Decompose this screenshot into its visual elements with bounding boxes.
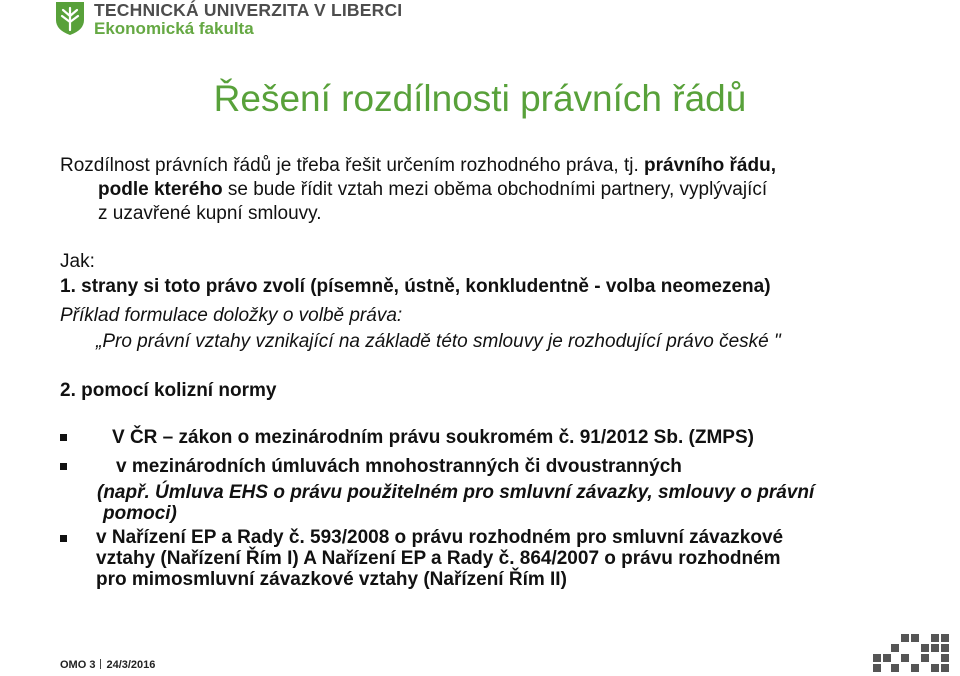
footer-separator xyxy=(100,659,101,669)
intro-line-2 xyxy=(98,179,767,201)
example-clause: „Pro právní vztahy vznikající na základě této smlouvy je rozhodující právo české " xyxy=(96,331,781,352)
intro-line-1 xyxy=(60,155,776,177)
bullet-2-line-2: (např. Úmluva EHS o právu použitelném pro smluvní závazky, smlouvy o právní xyxy=(97,482,815,503)
intro-line-3: z uzavřené kupní smlouvy. xyxy=(98,203,322,224)
bullet-3-line-2: vztahy (Nařízení Řím I) A Nařízení EP a Rady č. 864/2007 o právu rozhodném xyxy=(96,548,781,569)
bullet-2-line-3: pomoci) xyxy=(103,503,177,524)
method-2-heading: 2. pomocí kolizní normy xyxy=(60,380,277,401)
example-label: Příklad formulace doložky o volbě práva: xyxy=(60,305,403,326)
bullet-3-line-1: v Nařízení EP a Rady č. 593/2008 o právu rozhodném pro smluvní závazkové xyxy=(96,527,784,548)
bullet-3-line-3: pro mimosmluvní závazkové vztahy (Nařízení Řím II) xyxy=(96,569,567,590)
intro-line-1-bold: právního řádu, xyxy=(644,155,776,176)
footer-date: 24/3/2016 xyxy=(106,659,156,671)
bullet-marker xyxy=(60,535,67,542)
faculty-name: Ekonomická fakulta xyxy=(94,19,254,38)
intro-line-1-text: Rozdílnost právních řádů je třeba řešit určením rozhodného práva, tj. xyxy=(60,155,645,176)
footer-label xyxy=(60,659,155,671)
bullet-1-line-1: V ČR – zákon o mezinárodním právu soukromém č. 91/2012 Sb. (ZMPS) xyxy=(112,427,754,448)
bullet-marker xyxy=(60,434,67,441)
intro-line-2-text: se bude řídit vztah mezi oběma obchodními partnery, vyplývající xyxy=(222,179,768,200)
university-logo-icon xyxy=(54,0,86,36)
bullet-2-line-1: v mezinárodních úmluvách mnohostranných či dvoustranných xyxy=(116,456,682,477)
intro-line-2-bold: podle kterého xyxy=(98,179,223,200)
method-1-heading: 1. strany si toto právo zvolí (písemně, ústně, konkludentně - volba neomezena) xyxy=(60,276,771,297)
grid-pattern-logo-icon xyxy=(873,634,951,672)
bullet-marker xyxy=(60,463,67,470)
page-title: Řešení rozdílnosti právních řádů xyxy=(213,78,747,119)
footer-course: OMO 3 xyxy=(60,659,96,671)
jak-label: Jak: xyxy=(60,251,95,272)
university-name: TECHNICKÁ UNIVERZITA V LIBERCI xyxy=(94,0,403,20)
